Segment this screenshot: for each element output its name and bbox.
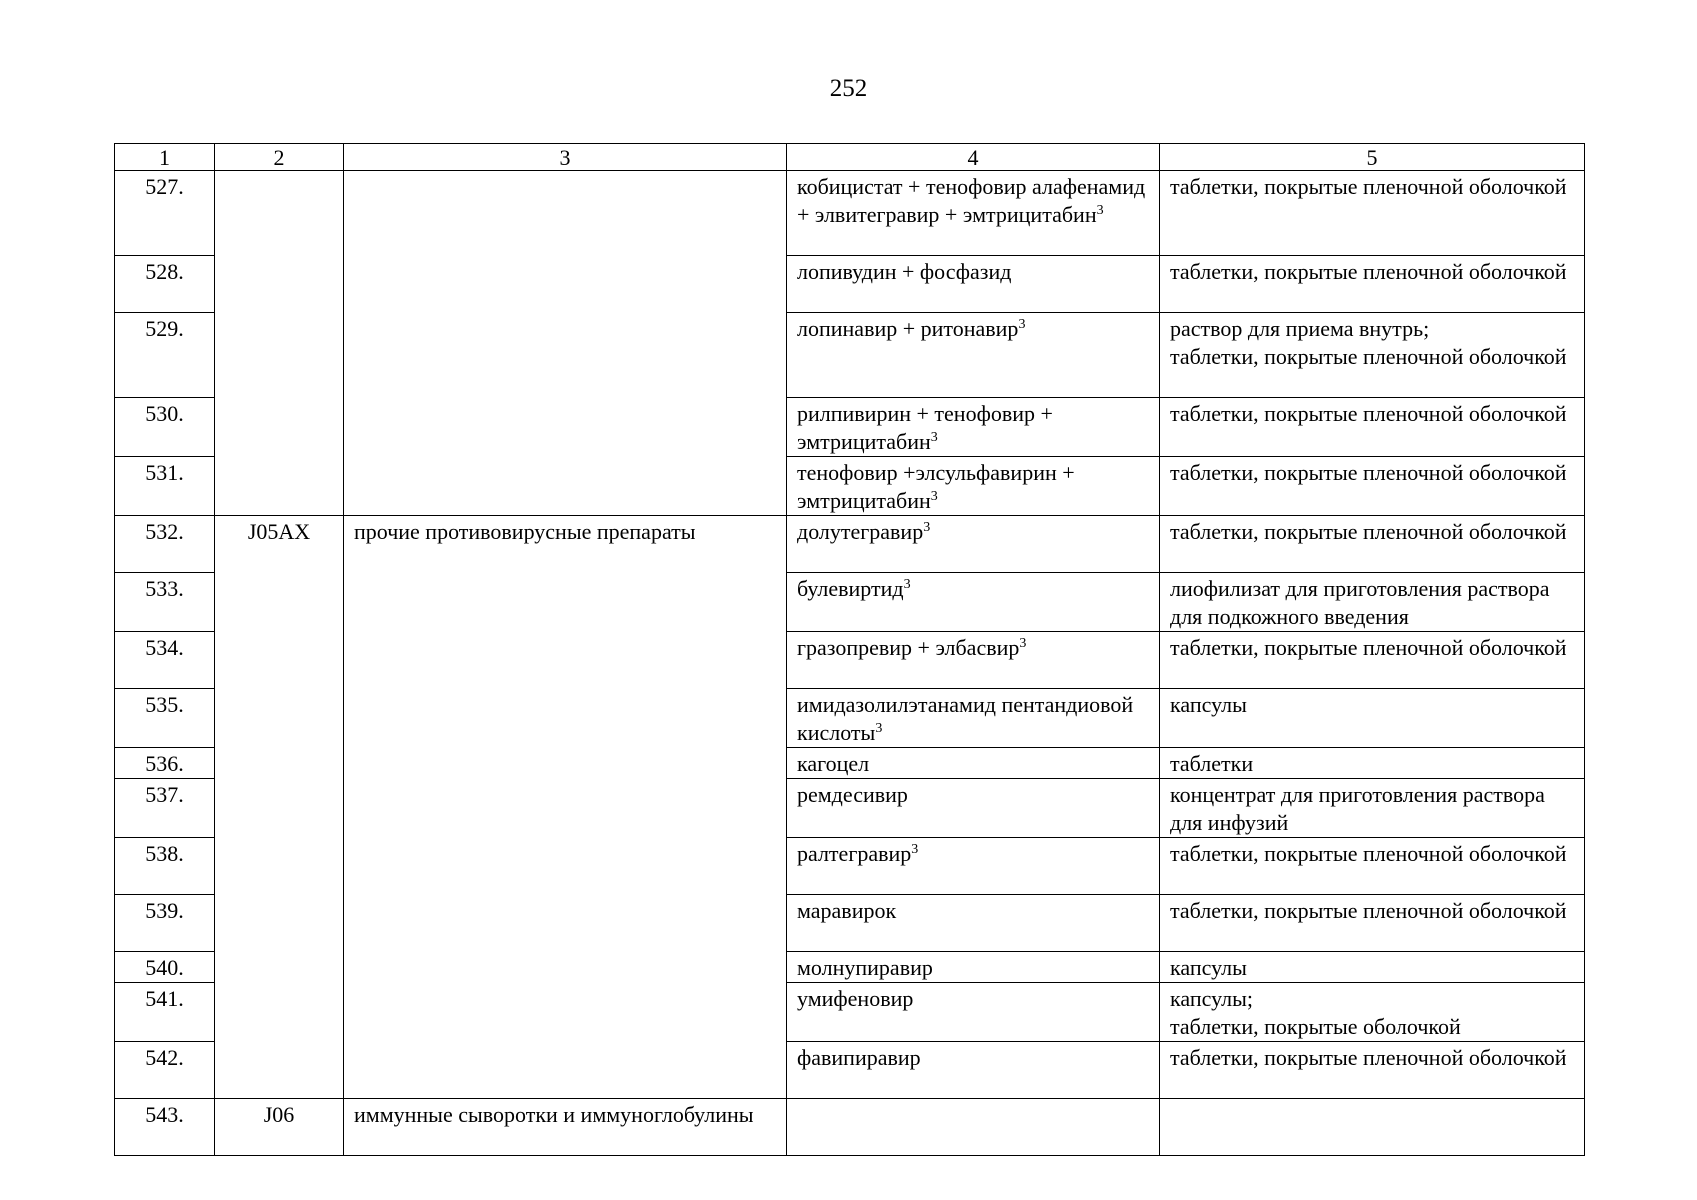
group-cell-empty <box>344 171 787 516</box>
row-number: 538. <box>115 838 215 895</box>
drug-name: фавипиравир <box>797 1045 921 1070</box>
header-cell: 1 <box>115 144 215 171</box>
drug-name-cell <box>787 838 1160 895</box>
drug-name: маравирок <box>797 898 897 923</box>
header-cell: 3 <box>344 144 787 171</box>
dosage-form: капсулы <box>1160 689 1585 748</box>
drug-name-cell <box>787 313 1160 398</box>
dosage-form: таблетки, покрытые пленочной оболочкой <box>1160 1042 1585 1099</box>
code-cell-empty <box>215 171 344 516</box>
dosage-form: таблетки, покрытые пленочной оболочкой <box>1160 516 1585 573</box>
footnote-mark: 3 <box>1019 636 1027 651</box>
drug-name: ремдесивир <box>797 782 908 807</box>
drug-name-cell <box>787 516 1160 573</box>
row-number: 537. <box>115 779 215 838</box>
row-number: 533. <box>115 573 215 632</box>
row-number: 534. <box>115 632 215 689</box>
drug-name: тенофовир +элсульфавирин + эмтрицитабин <box>797 460 1075 513</box>
dosage-form: таблетки, покрытые пленочной оболочкой <box>1160 171 1585 256</box>
dosage-form: таблетки <box>1160 748 1585 779</box>
footnote-mark: 3 <box>1096 203 1104 218</box>
row-number: 527. <box>115 171 215 256</box>
drug-name: долутегравир <box>797 519 924 544</box>
atc-code: J06 <box>215 1099 344 1156</box>
drug-name-cell <box>787 573 1160 632</box>
drug-name-cell <box>787 632 1160 689</box>
row-number: 535. <box>115 689 215 748</box>
footnote-mark: 3 <box>1018 317 1026 332</box>
drug-name-cell <box>787 748 1160 779</box>
dosage-form: таблетки, покрытые пленочной оболочкой <box>1160 457 1585 516</box>
row-number: 539. <box>115 895 215 952</box>
drug-name-cell <box>787 689 1160 748</box>
table-row <box>115 171 1585 256</box>
footnote-mark: 3 <box>930 489 938 504</box>
footnote-mark: 3 <box>911 842 919 857</box>
footnote-mark: 3 <box>903 577 911 592</box>
row-number: 542. <box>115 1042 215 1099</box>
atc-group: иммунные сыворотки и иммуноглобулины <box>344 1099 787 1156</box>
footnote-mark: 3 <box>923 520 931 535</box>
table-row <box>115 516 1585 573</box>
drug-table <box>114 143 1585 1156</box>
row-number: 532. <box>115 516 215 573</box>
dosage-form: капсулы; таблетки, покрытые оболочкой <box>1160 983 1585 1042</box>
drug-name: кобицистат + тенофовир алафенамид + элвитегравир + эмтрицитабин <box>797 174 1146 227</box>
drug-name: кагоцел <box>797 751 870 776</box>
drug-name-cell <box>787 952 1160 983</box>
drug-name-cell <box>787 895 1160 952</box>
dosage-form: таблетки, покрытые пленочной оболочкой <box>1160 838 1585 895</box>
drug-name-cell <box>787 171 1160 256</box>
row-number: 543. <box>115 1099 215 1156</box>
drug-name: ралтегравир <box>797 841 912 866</box>
row-number: 528. <box>115 256 215 313</box>
header-cell: 5 <box>1160 144 1585 171</box>
drug-name-cell <box>787 1099 1160 1156</box>
row-number: 530. <box>115 398 215 457</box>
atc-group: прочие противовирусные препараты <box>344 516 787 1099</box>
dosage-form: таблетки, покрытые пленочной оболочкой <box>1160 398 1585 457</box>
footnote-mark: 3 <box>930 430 938 445</box>
dosage-form <box>1160 1099 1585 1156</box>
dosage-form: таблетки, покрытые пленочной оболочкой <box>1160 895 1585 952</box>
dosage-form: таблетки, покрытые пленочной оболочкой <box>1160 632 1585 689</box>
drug-name: булевиртид <box>797 576 904 601</box>
drug-name-cell <box>787 457 1160 516</box>
atc-code: J05AX <box>215 516 344 1099</box>
header-cell: 2 <box>215 144 344 171</box>
table-header-row <box>115 144 1585 171</box>
drug-name-cell <box>787 983 1160 1042</box>
drug-name-cell <box>787 398 1160 457</box>
drug-name: имидазолилэтанамид пентандиовой кислоты <box>797 692 1134 745</box>
page-number: 252 <box>829 75 868 102</box>
dosage-form: раствор для приема внутрь; таблетки, покрытые пленочной оболочкой <box>1160 313 1585 398</box>
row-number: 529. <box>115 313 215 398</box>
drug-name-cell <box>787 256 1160 313</box>
drug-name: лопинавир + ритонавир <box>797 316 1019 341</box>
row-number: 531. <box>115 457 215 516</box>
table-row <box>115 1099 1585 1156</box>
drug-name: рилпивирин + тенофовир + эмтрицитабин <box>797 401 1053 454</box>
row-number: 541. <box>115 983 215 1042</box>
dosage-form: лиофилизат для приготовления раствора для подкожного введения <box>1160 573 1585 632</box>
row-number: 536. <box>115 748 215 779</box>
drug-name-cell <box>787 779 1160 838</box>
footnote-mark: 3 <box>875 721 883 736</box>
drug-name: умифеновир <box>797 986 914 1011</box>
row-number: 540. <box>115 952 215 983</box>
header-cell: 4 <box>787 144 1160 171</box>
drug-name: гразопревир + элбасвир <box>797 635 1020 660</box>
drug-name-cell <box>787 1042 1160 1099</box>
drug-name: молнупиравир <box>797 955 933 980</box>
dosage-form: капсулы <box>1160 952 1585 983</box>
drug-name: лопивудин + фосфазид <box>797 259 1012 284</box>
dosage-form: концентрат для приготовления раствора для инфузий <box>1160 779 1585 838</box>
dosage-form: таблетки, покрытые пленочной оболочкой <box>1160 256 1585 313</box>
